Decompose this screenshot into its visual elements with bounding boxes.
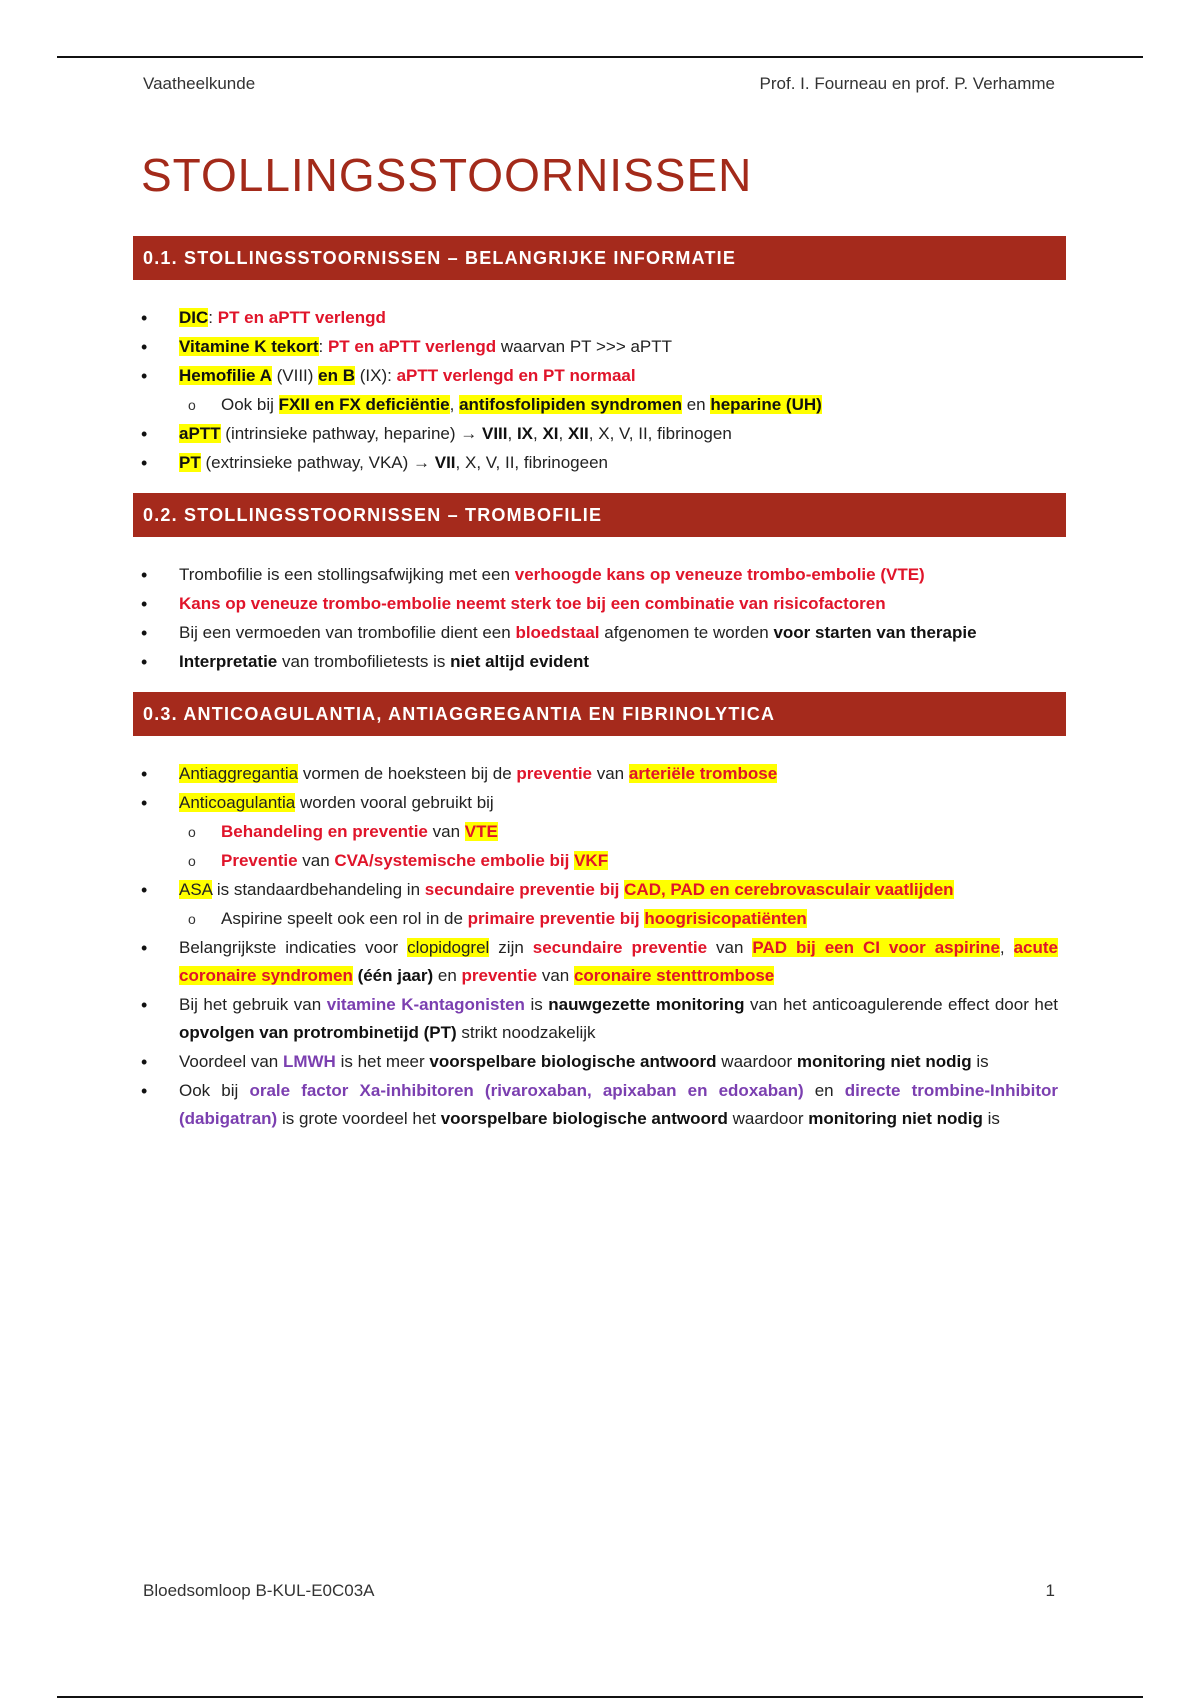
text-run: en	[803, 1081, 845, 1100]
text-run: XI	[542, 424, 559, 443]
section-trombofilie	[133, 493, 1066, 676]
text-run: directe trombine-Inhibitor (dabigatran)	[179, 1081, 1059, 1128]
text-run: monitoring niet nodig	[796, 1052, 972, 1071]
text-run: worden vooral gebruikt bij	[295, 793, 494, 812]
section-heading: 0.3. ANTICOAGULANTIA, ANTIAGGREGANTIA EN FIBRINOLYTICA	[133, 692, 1066, 736]
text-run: voorspelbare biologische antwoord	[440, 1109, 728, 1128]
list-item	[133, 590, 1066, 618]
text-run: is standaardbehandeling in	[212, 880, 425, 899]
sub-list-item	[133, 818, 1066, 846]
text-run: Vitamine K tekort	[179, 337, 319, 356]
list-item	[133, 648, 1066, 676]
text-run: XII	[567, 424, 589, 443]
text-run: Ook bij	[221, 395, 279, 414]
section-heading: 0.2. STOLLINGSSTOORNISSEN – TROMBOFILIE	[133, 493, 1066, 537]
text-run: waarvan PT >>> aPTT	[496, 337, 673, 356]
text-run: PAD bij een CI voor aspirine	[752, 938, 1000, 957]
text-run: DIC	[179, 308, 209, 327]
text-run: VTE	[464, 822, 498, 841]
text-run: en	[433, 966, 462, 985]
text-run: clopidogrel	[407, 938, 490, 957]
text-run: is	[971, 1052, 989, 1071]
text-run: coronaire stenttrombose	[573, 966, 775, 985]
text-run: ASA	[179, 880, 213, 899]
text-run: PT en aPTT verlengd	[217, 308, 386, 327]
bullet-list	[133, 304, 1066, 477]
text-run: Ook bij	[179, 1081, 250, 1100]
list-item	[133, 619, 1066, 647]
text-run: is grote voordeel het	[277, 1109, 441, 1128]
text-run: LMWH	[282, 1052, 336, 1071]
text-run: (extrinsieke pathway, VKA) →	[200, 453, 435, 472]
text-run: aPTT	[179, 424, 221, 443]
text-run: acute coronaire syndromen	[179, 938, 1058, 985]
text-run: :	[208, 308, 218, 327]
document-body	[133, 236, 1066, 1149]
text-run: , X, V, II, fibrinogen	[588, 424, 732, 443]
text-run: VIII	[481, 424, 508, 443]
text-run: zijn	[489, 938, 533, 957]
text-run: van	[537, 966, 574, 985]
text-run: voorspelbare biologische antwoord	[429, 1052, 717, 1071]
sub-list-item	[133, 847, 1066, 875]
sub-list-item	[133, 391, 1066, 419]
text-run: VII	[434, 453, 456, 472]
text-run: ,	[507, 424, 517, 443]
bottom-rule	[57, 1696, 1143, 1698]
text-run: is	[982, 1109, 1000, 1128]
text-run: voor starten van therapie	[773, 623, 977, 642]
section-anticoagulantia	[133, 692, 1066, 1133]
bullet-list	[133, 561, 1066, 676]
text-run: Hemofilie A	[179, 366, 272, 385]
text-run: orale factor Xa-inhibitoren (rivaroxaban, apixaban en edoxaban)	[249, 1081, 804, 1100]
text-run: Trombofilie is een stollingsafwijking met een	[179, 565, 515, 584]
text-run: arteriële trombose	[628, 764, 778, 783]
list-item	[133, 362, 1066, 390]
list-item	[133, 561, 1066, 589]
text-run: niet altijd evident	[450, 652, 590, 671]
text-run: IX	[516, 424, 534, 443]
text-run: opvolgen van protrombinetijd (PT)	[179, 1023, 457, 1042]
text-run: antifosfolipiden syndromen	[459, 395, 682, 414]
text-run: is het meer	[335, 1052, 430, 1071]
text-run: van het anticoagulerende effect door het	[744, 995, 1059, 1014]
text-run: van	[297, 851, 335, 870]
text-run: afgenomen te worden	[599, 623, 774, 642]
text-run: waardoor	[727, 1109, 809, 1128]
text-run: en B	[318, 366, 356, 385]
text-run: secundaire preventie	[532, 938, 708, 957]
header-course: Vaatheelkunde	[143, 74, 256, 93]
list-item	[133, 760, 1066, 788]
text-run: Anticoagulantia	[179, 793, 296, 812]
list-item	[133, 876, 1066, 904]
top-rule	[57, 56, 1143, 58]
list-item	[133, 333, 1066, 361]
sub-list-item	[133, 905, 1066, 933]
section-heading: 0.1. STOLLINGSSTOORNISSEN – BELANGRIJKE INFORMATIE	[133, 236, 1066, 280]
document-title: STOLLINGSSTOORNISSEN	[141, 149, 753, 201]
text-run: Belangrijkste indicaties voor	[179, 938, 408, 957]
text-run: strikt noodzakelijk	[456, 1023, 596, 1042]
list-item	[133, 449, 1066, 477]
list-item	[133, 991, 1066, 1047]
list-item	[133, 304, 1066, 332]
section-belangrijke-informatie	[133, 236, 1066, 477]
text-run: ,	[533, 424, 543, 443]
text-run: ,	[558, 424, 568, 443]
text-run: waardoor	[716, 1052, 797, 1071]
text-run: preventie	[461, 966, 538, 985]
text-run: Voordeel van	[179, 1052, 283, 1071]
text-run: VKF	[574, 851, 609, 870]
text-run: (IX):	[355, 366, 397, 385]
page-footer	[143, 1581, 1055, 1601]
text-run: (VIII)	[271, 366, 319, 385]
text-run: secundaire preventie bij	[424, 880, 620, 899]
text-run: Interpretatie	[179, 652, 278, 671]
page-number: 1	[1045, 1581, 1055, 1600]
text-run: Kans op veneuze trombo-embolie neemt sterk toe bij een combinatie van risicofactoren	[179, 594, 886, 613]
header-professors: Prof. I. Fourneau en prof. P. Verhamme	[759, 74, 1055, 93]
text-run: monitoring niet nodig	[808, 1109, 983, 1128]
list-item	[133, 1077, 1066, 1133]
text-run: heparine (UH)	[710, 395, 822, 414]
text-run: van	[427, 822, 465, 841]
text-run: PT	[179, 453, 201, 472]
text-run: CVA/systemische embolie bij	[334, 851, 570, 870]
text-run: van	[707, 938, 753, 957]
text-run: Behandeling en preventie	[221, 822, 428, 841]
list-item	[133, 1048, 1066, 1076]
text-run: Bij een vermoeden van trombofilie dient een	[179, 623, 516, 642]
text-run: Preventie	[221, 851, 298, 870]
text-run: :	[318, 337, 328, 356]
text-run: van trombofilietests is	[277, 652, 451, 671]
text-run: verhoogde kans op veneuze trombo-embolie (VTE)	[514, 565, 925, 584]
text-run: hoogrisicopatiënten	[644, 909, 807, 928]
text-run: FXII en FX deficiëntie	[278, 395, 450, 414]
list-item	[133, 934, 1066, 990]
text-run: vormen de hoeksteen bij de	[298, 764, 517, 783]
text-run: nauwgezette monitoring	[548, 995, 745, 1014]
bullet-list	[133, 760, 1066, 1133]
text-run: (intrinsieke pathway, heparine) →	[220, 424, 482, 443]
text-run: bloedstaal	[515, 623, 600, 642]
text-run: aPTT verlengd en PT normaal	[396, 366, 636, 385]
page-header	[143, 74, 1055, 94]
text-run: Bij het gebruik van	[179, 995, 327, 1014]
text-run: Aspirine speelt ook een rol in de	[221, 909, 468, 928]
text-run: primaire preventie bij	[467, 909, 640, 928]
text-run: Antiaggregantia	[179, 764, 299, 783]
text-run: vitamine K-antagonisten	[326, 995, 525, 1014]
footer-course-code: Bloedsomloop B-KUL-E0C03A	[143, 1581, 375, 1600]
text-run: ,	[449, 395, 460, 414]
text-run: van	[592, 764, 629, 783]
text-run: PT en aPTT verlengd	[327, 337, 497, 356]
text-run: preventie	[516, 764, 592, 783]
text-run: is	[524, 995, 549, 1014]
text-run: CAD, PAD en cerebrovasculair vaatlijden	[624, 880, 954, 899]
list-item	[133, 789, 1066, 817]
text-run: ,	[999, 938, 1014, 957]
list-item	[133, 420, 1066, 448]
text-run: en	[681, 395, 711, 414]
text-run: (één jaar)	[357, 966, 434, 985]
text-run: , X, V, II, fibrinogeen	[455, 453, 608, 472]
